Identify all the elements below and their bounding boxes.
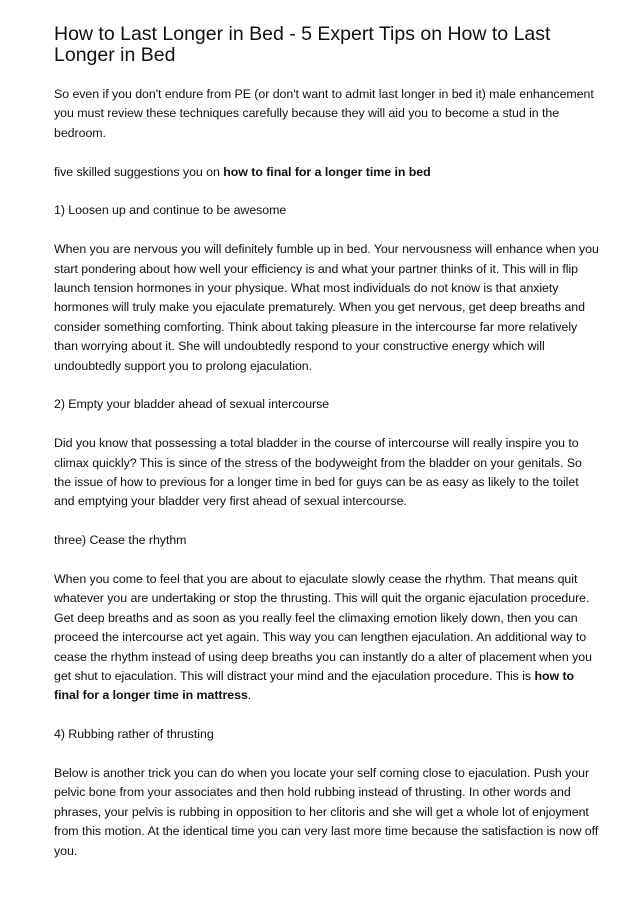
suggestions-prefix: five skilled suggestions you on [54, 164, 224, 179]
document-title: How to Last Longer in Bed - 5 Expert Tips on How to Last Longer in Bed [54, 23, 551, 66]
document-page [54, 24, 599, 881]
section4-body: Below is another trick you can do when you locate your self coming close to ejaculation. Push your pelvic bone from your associates and then hold rubbing instead of thrusting. In other words and phrases, your pelvis is rubbing in opposition to her clitoris and she will get a whole lot of enjoyment from this motion. At the identical time you can very last more time because the satisfaction is now off you. [54, 766, 599, 858]
section2-heading: 2) Empty your bladder ahead of sexual intercourse [54, 397, 330, 412]
section2-body: Did you know that possessing a total bladder in the course of intercourse will really inspire you to climax quickly? This is since of the stress of the bodyweight from the bladder on your genitals. So the issue of how to previous for a longer time in bed for guys can be as easy as likely to the toilet and emptying your bladder very first ahead of sexual intercourse. [54, 436, 582, 509]
section1-body: When you are nervous you will definitely fumble up in bed. Your nervousness will enhance when you start pondering about how well your efficiency is and what your partner thinks of it. This will in flip launch tension hormones in your physique. What most individuals do not know is that anxiety hormones will truly make you ejaculate prematurely. When you get nervous, get deep breaths and consider something comforting. Think about taking pleasure in the intercourse far more relatively than worrying about it. She will undoubtedly respond to your constructive energy which will undoubtedly support you to prolong ejaculation. [54, 242, 599, 373]
section3-body [54, 570, 599, 706]
section1-heading: 1) Loosen up and continue to be awesome [54, 203, 287, 218]
section3-body-text: When you come to feel that you are about to ejaculate slowly cease the rhythm. That means quit whatever you are undertaking or stop the thrusting. This will quit the organic ejaculation procedure. Get deep breaths and as soon as you really feel the climaxing emotion likely down, then you can proceed the intercourse act yet again. This way you can lengthen ejaculation. An additional way to cease the rhythm instead of using deep breaths you can instantly do a alter of placement when you get shut to ejaculation. This will distract your mind and the ejaculation procedure. This is [54, 572, 592, 684]
suggestions-line [54, 163, 599, 182]
suggestions-bold-phrase: how to final for a longer time in bed [223, 164, 431, 179]
section4-heading: 4) Rubbing rather of thrusting [54, 727, 214, 742]
section3-bold-phrase: how to final for a longer time in mattress [54, 669, 575, 703]
section3-suffix: . [247, 688, 252, 703]
section3-heading: three) Cease the rhythm [54, 533, 187, 548]
intro-paragraph: So even if you don't endure from PE (or don't want to admit last longer in bed it) male enhancement you must review these techniques carefully because they will aid you to become a stud in the bedroom. [54, 87, 594, 140]
